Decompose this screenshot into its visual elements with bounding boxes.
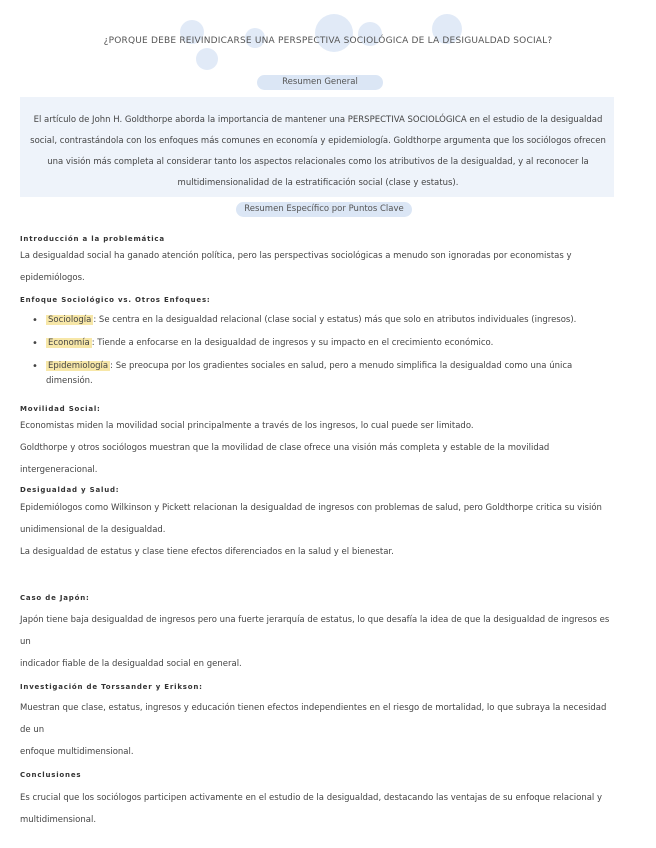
bullet-item xyxy=(30,313,610,336)
decorative-circle xyxy=(315,14,353,52)
heading-movilidad: Movilidad Social: xyxy=(20,405,101,413)
heading-intro: Introducción a la problemática xyxy=(20,235,165,243)
heading-japon: Caso de Japón: xyxy=(20,594,90,602)
text-line: Es crucial que los sociólogos participen activamente en el estudio de la desigualdad, destacando las ventajas de su enfoque relacional y xyxy=(20,793,603,803)
heading-enfoque: Enfoque Sociológico vs. Otros Enfoques: xyxy=(20,296,211,304)
bullet-text: : Se centra en la desigualdad relacional (clase social y estatus) más que solo en atributos individuales (ingresos). xyxy=(93,315,577,325)
document-title: ¿PORQUE DEBE REIVINDICARSE UNA PERSPECTIVA SOCIOLÓGICA DE LA DESIGUALDAD SOCIAL? xyxy=(103,36,553,46)
text-line: Goldthorpe y otros sociólogos muestran que la movilidad de clase ofrece una visión más completa y estable de la movilidad intergeneracional. xyxy=(20,443,550,475)
bullet-term: Sociología xyxy=(48,315,92,325)
bullet-icon: • xyxy=(32,338,38,349)
investigacion-text xyxy=(20,697,610,763)
text-line: La desigualdad de estatus y clase tiene efectos diferenciados en la salud y el bienestar. xyxy=(20,547,394,557)
text-line: Muestran que clase, estatus, ingresos y educación tienen efectos independientes en el riesgo de mortalidad, lo que subraya la necesidad de un xyxy=(20,703,607,735)
bullet-term: Epidemiología xyxy=(48,361,109,371)
bullet-icon: • xyxy=(32,361,38,372)
text-line: indicador fiable de la desigualdad social en general. xyxy=(20,659,242,669)
text-line: unidimensional de la desigualdad. xyxy=(20,525,166,535)
text-line: Epidemiólogos como Wilkinson y Pickett relacionan la desigualdad de ingresos con problemas de salud, pero Goldthorpe critica su visión xyxy=(20,503,602,513)
decorative-circle xyxy=(196,48,218,70)
text-line: enfoque multidimensional. xyxy=(20,747,134,757)
text-line: Economistas miden la movilidad social principalmente a través de los ingresos, lo cual puede ser limitado. xyxy=(20,421,474,431)
specific-summary-pill: Resumen Específico por Puntos Clave xyxy=(236,202,412,217)
bullet-item xyxy=(30,359,610,386)
enfoque-bullet-list xyxy=(30,313,610,386)
salud-text xyxy=(20,497,610,563)
bullet-item xyxy=(30,336,610,359)
summary-text: El artículo de John H. Goldthorpe aborda la importancia de mantener una PERSPECTIVA SOCIOLÓGICA en el estudio de la desigualdad social, contrastándola con los enfoques más comunes en economía y epidemiología. Goldthorpe argumenta que los sociólogos ofrecen una visión más completa al considerar tanto los aspectos relacionales como los atributivos de la desigualdad, y al reconocer la multidimensionalidad de la estratificación social (clase y estatus). xyxy=(30,115,606,188)
heading-conclusiones: Conclusiones xyxy=(20,771,82,779)
bullet-icon: • xyxy=(32,315,38,326)
summary-pill: Resumen General xyxy=(257,75,383,90)
bullet-text: : Tiende a enfocarse en la desigualdad de ingresos y su impacto en el crecimiento económico. xyxy=(91,338,494,348)
text-line: multidimensional. xyxy=(20,815,97,825)
movilidad-text xyxy=(20,415,610,481)
japon-text xyxy=(20,609,610,675)
heading-investigacion: Investigación de Torssander y Erikson: xyxy=(20,683,203,691)
text-line: Japón tiene baja desigualdad de ingresos pero una fuerte jerarquía de estatus, lo que desafía la idea de que la desigualdad de ingresos es un xyxy=(20,615,610,647)
intro-text: La desigualdad social ha ganado atención política, pero las perspectivas sociológicas a menudo son ignoradas por economistas y epidemiólogos. xyxy=(20,251,572,283)
bullet-text: : Se preocupa por los gradientes sociales en salud, pero a menudo simplifica la desigualdad como una única dimensión. xyxy=(46,361,573,386)
conclusiones-text xyxy=(20,787,610,831)
heading-salud: Desigualdad y Salud: xyxy=(20,486,120,494)
bullet-term: Economía xyxy=(48,338,90,348)
